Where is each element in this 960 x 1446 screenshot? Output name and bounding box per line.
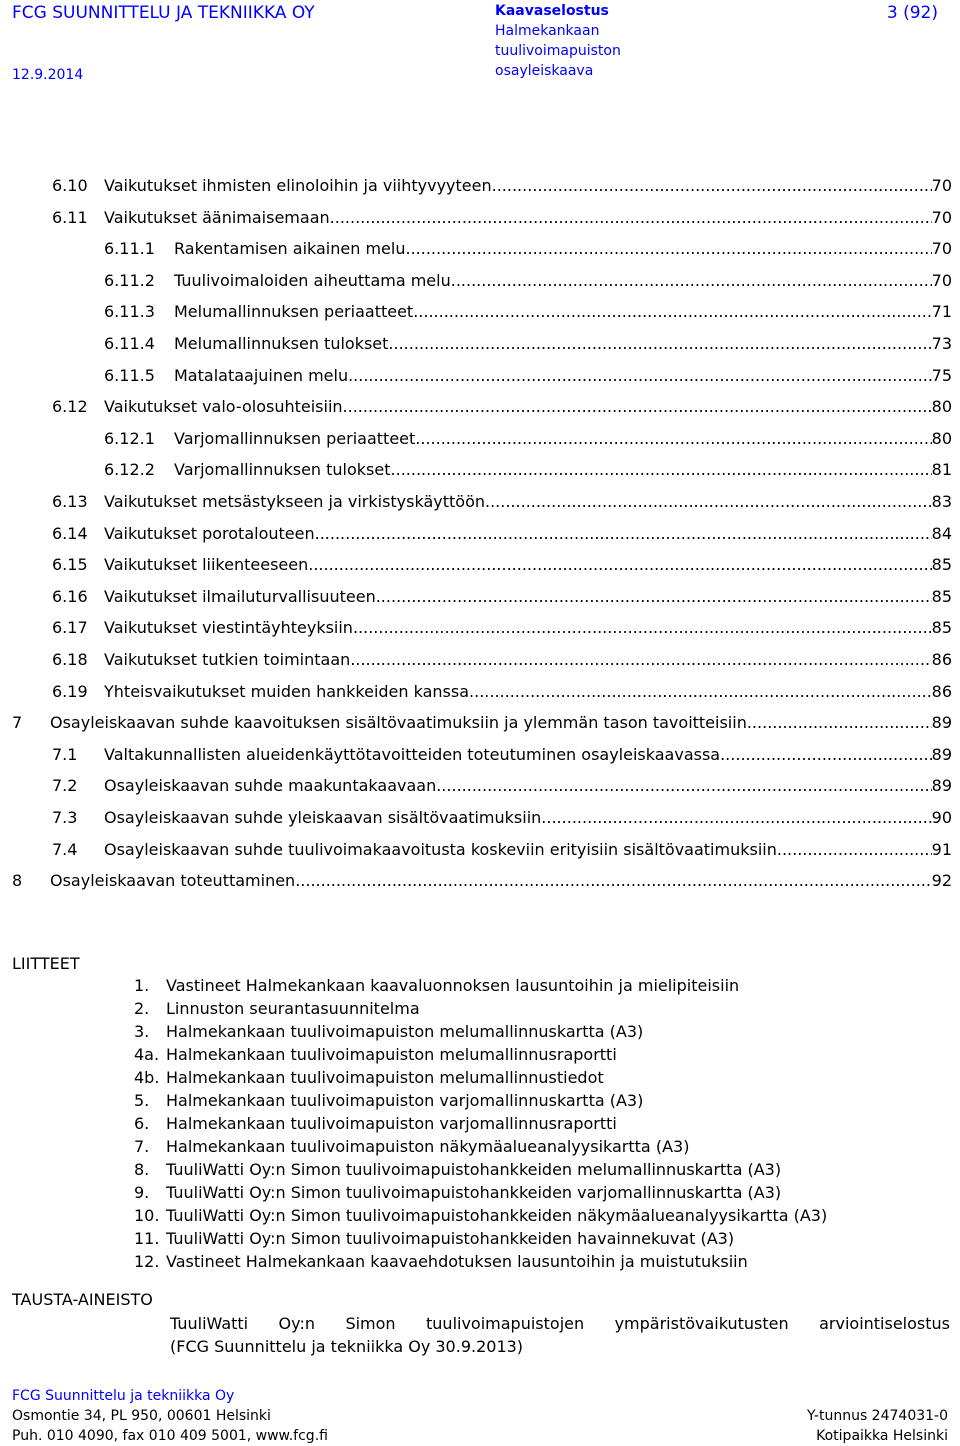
toc-entry[interactable]	[52, 808, 952, 830]
header-doc-line: Halmekankaan	[495, 23, 600, 39]
toc-entry-title: Vaikutukset ilmailuturvallisuuteen	[104, 586, 376, 606]
header-date: 12.9.2014	[12, 67, 84, 83]
toc-entry-number: 6.11.4	[104, 334, 155, 353]
toc-entry[interactable]	[52, 176, 952, 198]
toc-entry-page: 84	[931, 523, 952, 543]
appendix-number: 9.	[134, 1183, 150, 1202]
appendix-item	[134, 1091, 954, 1114]
toc-entry-number: 7.3	[52, 808, 78, 827]
toc-entry-number: 6.11.5	[104, 365, 155, 385]
appendix-text: Halmekankaan tuulivoimapuiston varjomallinnusraportti	[166, 1114, 617, 1133]
toc-entry-title: Vaikutukset äänimaisemaan	[104, 207, 330, 227]
toc-leader-dots	[295, 871, 931, 890]
toc-leader-dots	[348, 366, 932, 385]
toc-leader-dots	[777, 840, 932, 859]
appendix-number: 12.	[134, 1252, 160, 1271]
appendix-text: TuuliWatti Oy:n Simon tuulivoimapuistohankkeiden melumallinnuskartta (A3)	[166, 1160, 782, 1179]
toc-leader-dots	[720, 745, 932, 764]
toc-entry[interactable]	[104, 460, 952, 482]
appendix-item	[134, 1160, 954, 1183]
toc-entry-page: 71	[931, 302, 952, 322]
toc-entry-title: Matalataajuinen melu	[174, 365, 349, 385]
toc-entry[interactable]	[52, 776, 952, 798]
toc-entry-page: 89	[931, 744, 952, 764]
appendix-item	[134, 1068, 954, 1091]
appendix-item	[134, 999, 954, 1022]
toc-entry-title: Vaikutukset liikenteeseen	[104, 555, 309, 575]
footer-business-id: Y-tunnus 2474031-0	[807, 1408, 948, 1424]
toc-entry-number: 7.4	[52, 839, 78, 859]
toc-entry-page: 86	[931, 650, 952, 669]
toc-entry[interactable]	[52, 840, 952, 862]
toc-entry[interactable]	[104, 429, 952, 451]
appendix-item	[134, 1022, 954, 1045]
appendices-list	[134, 976, 954, 1275]
appendix-item	[134, 1229, 954, 1252]
toc-entry-title: Melumallinnuksen tulokset	[174, 334, 389, 353]
toc-entry[interactable]	[52, 650, 952, 672]
toc-leader-dots	[415, 429, 931, 448]
appendix-number: 3.	[134, 1022, 150, 1041]
background-line: (FCG Suunnittelu ja tekniikka Oy 30.9.2013)	[170, 1337, 524, 1356]
toc-entry-number: 6.11.3	[104, 302, 155, 322]
appendix-text: TuuliWatti Oy:n Simon tuulivoimapuistohankkeiden havainnekuvat (A3)	[166, 1229, 735, 1248]
toc-entry-title: Osayleiskaavan suhde kaavoituksen sisältövaatimuksiin ja ylemmän tason tavoitteisiin	[50, 713, 747, 733]
appendix-number: 2.	[134, 999, 150, 1018]
page-header	[0, 0, 960, 100]
appendix-text: Halmekankaan tuulivoimapuiston varjomallinnuskartta (A3)	[166, 1091, 644, 1110]
toc-entry-number: 6.10	[52, 176, 88, 195]
toc-entry-page: 89	[931, 713, 952, 733]
toc-entry-title: Yhteisvaikutukset muiden hankkeiden kanssa	[104, 681, 470, 701]
appendix-item	[134, 1045, 954, 1068]
header-doc-type: Kaavaselostus	[495, 3, 609, 19]
toc-entry[interactable]	[52, 555, 952, 577]
appendix-item	[134, 1137, 954, 1160]
toc-entry-page: 85	[931, 555, 952, 575]
toc-leader-dots	[413, 302, 931, 321]
toc-entry-number: 6.13	[52, 492, 88, 511]
toc-entry-title: Osayleiskaavan suhde tuulivoimakaavoitusta koskeviin erityisiin sisältövaatimuksiin	[104, 839, 777, 859]
footer-contact: Puh. 010 4090, fax 010 409 5001, www.fcg.fi	[12, 1428, 328, 1444]
toc-leader-dots	[469, 682, 932, 701]
toc-entry[interactable]	[104, 302, 952, 324]
footer-domicile: Kotipaikka Helsinki	[816, 1428, 948, 1444]
toc-entry[interactable]	[104, 271, 952, 293]
toc-leader-dots	[388, 334, 931, 353]
toc-entry[interactable]	[52, 208, 952, 230]
toc-leader-dots	[405, 239, 931, 258]
appendix-number: 6.	[134, 1114, 150, 1133]
appendix-text: Vastineet Halmekankaan kaavaluonnoksen lausuntoihin ja mielipiteisiin	[166, 976, 740, 995]
toc-leader-dots	[343, 397, 932, 416]
toc-entry[interactable]	[104, 334, 952, 356]
toc-entry-title: Valtakunnallisten alueidenkäyttötavoitteiden toteutuminen osayleiskaavassa	[104, 744, 721, 764]
toc-entry-page: 85	[931, 586, 952, 606]
toc-entry-page: 89	[931, 776, 952, 796]
header-company: FCG SUUNNITTELU JA TEKNIIKKA OY	[12, 3, 315, 23]
toc-entry-title: Vaikutukset valo-olosuhteisiin	[104, 397, 343, 417]
toc-entry[interactable]	[52, 745, 952, 767]
toc-entry-number: 6.16	[52, 586, 88, 606]
toc-leader-dots	[376, 587, 932, 606]
toc-entry-page: 92	[931, 871, 952, 891]
appendix-text: Halmekankaan tuulivoimapuiston melumallinnustiedot	[166, 1068, 604, 1087]
toc-entry-number: 7.2	[52, 776, 78, 796]
toc-entry[interactable]	[104, 239, 952, 261]
toc-entry-page: 90	[931, 808, 952, 827]
toc-entry-number: 7	[12, 713, 23, 733]
toc-entry-number: 6.15	[52, 555, 88, 575]
appendix-item	[134, 976, 954, 999]
toc-entry-page: 70	[931, 239, 952, 259]
appendix-text: TuuliWatti Oy:n Simon tuulivoimapuistohankkeiden varjomallinnuskartta (A3)	[166, 1183, 782, 1202]
toc-entry[interactable]	[52, 492, 952, 514]
toc-leader-dots	[391, 460, 932, 479]
toc-entry-number: 6.12.2	[104, 460, 155, 480]
toc-entry-page: 86	[931, 681, 952, 701]
toc-entry-title: Osayleiskaavan toteuttaminen	[50, 871, 296, 891]
footer-company: FCG Suunnittelu ja tekniikka Oy	[12, 1388, 235, 1404]
toc-entry[interactable]	[52, 618, 952, 640]
toc-entry-page: 70	[931, 207, 952, 227]
appendix-text: Halmekankaan tuulivoimapuiston melumallinnuskartta (A3)	[166, 1022, 644, 1041]
toc-leader-dots	[485, 492, 932, 511]
toc-entry-page: 83	[931, 492, 952, 511]
toc-entry-page: 91	[931, 839, 952, 859]
appendix-text: Halmekankaan tuulivoimapuiston näkymäalueanalyysikartta (A3)	[166, 1137, 690, 1156]
toc-entry-number: 6.18	[52, 650, 88, 669]
appendix-number: 5.	[134, 1091, 150, 1110]
toc-entry-number: 6.12.1	[104, 428, 155, 448]
toc-leader-dots	[747, 713, 932, 732]
appendix-number: 4b.	[134, 1068, 160, 1087]
toc-entry-page: 73	[931, 334, 952, 353]
toc-entry-page: 75	[931, 365, 952, 385]
toc-entry-title: Osayleiskaavan suhde yleiskaavan sisältövaatimuksiin	[104, 808, 542, 827]
toc-entry-page: 70	[931, 176, 952, 195]
appendix-number: 11.	[134, 1229, 160, 1248]
appendix-number: 4a.	[134, 1045, 160, 1064]
appendix-number: 10.	[134, 1206, 160, 1225]
toc-entry[interactable]	[104, 366, 952, 388]
toc-leader-dots	[353, 618, 932, 637]
toc-entry-title: Varjomallinnuksen tulokset	[174, 460, 391, 480]
toc-entry-number: 7.1	[52, 744, 78, 764]
toc-entry-page: 85	[931, 618, 952, 638]
appendix-item	[134, 1114, 954, 1137]
toc-entry-number: 6.11	[52, 207, 88, 227]
toc-entry-page: 70	[931, 270, 952, 290]
toc-entry-number: 8	[12, 871, 23, 891]
toc-entry-title: Melumallinnuksen periaatteet	[174, 302, 414, 322]
toc-entry[interactable]	[52, 397, 952, 419]
toc-leader-dots	[492, 176, 932, 195]
toc-entry-number: 6.17	[52, 618, 88, 638]
toc-entry-title: Varjomallinnuksen periaatteet	[174, 428, 416, 448]
appendix-number: 1.	[134, 976, 150, 995]
background-title: TAUSTA-AINEISTO	[12, 1290, 153, 1309]
toc-entry-page: 80	[931, 397, 952, 417]
background-text	[170, 1312, 950, 1358]
appendix-text: TuuliWatti Oy:n Simon tuulivoimapuistohankkeiden näkymäalueanalyysikartta (A3)	[166, 1206, 828, 1225]
toc-entry-title: Vaikutukset viestintäyhteyksiin	[104, 618, 353, 638]
toc-entry-title: Vaikutukset metsästykseen ja virkistyskäyttöön	[104, 492, 485, 511]
toc-entry[interactable]	[12, 871, 952, 893]
toc-leader-dots	[350, 650, 931, 669]
toc-entry-page: 80	[931, 428, 952, 448]
toc-entry-number: 6.14	[52, 523, 88, 543]
header-document-info	[495, 1, 621, 81]
appendix-text: Vastineet Halmekankaan kaavaehdotuksen lausuntoihin ja muistutuksiin	[166, 1252, 748, 1271]
page-footer	[12, 1386, 948, 1446]
toc-entry[interactable]	[12, 713, 952, 735]
appendix-text: Halmekankaan tuulivoimapuiston melumallinnusraportti	[166, 1045, 617, 1064]
header-doc-line: tuulivoimapuiston	[495, 43, 621, 59]
toc-entry-page: 81	[931, 460, 952, 480]
toc-entry-number: 6.19	[52, 681, 88, 701]
toc-entry-title: Vaikutukset ihmisten elinoloihin ja viihtyvyyteen	[104, 176, 492, 195]
appendices-title: LIITTEET	[12, 954, 80, 973]
header-page-number: 3 (92)	[886, 3, 938, 23]
toc-entry-number: 6.12	[52, 397, 88, 417]
toc-leader-dots	[330, 208, 932, 227]
appendix-number: 7.	[134, 1137, 150, 1156]
header-doc-line: osayleiskaava	[495, 63, 594, 79]
appendix-number: 8.	[134, 1160, 150, 1179]
toc-leader-dots	[451, 271, 932, 290]
appendix-item	[134, 1183, 954, 1206]
toc-leader-dots	[436, 776, 931, 795]
appendix-text: Linnuston seurantasuunnitelma	[166, 999, 420, 1018]
toc-entry-title: Osayleiskaavan suhde maakuntakaavaan	[104, 776, 437, 796]
appendix-item	[134, 1206, 954, 1229]
footer-address: Osmontie 34, PL 950, 00601 Helsinki	[12, 1408, 271, 1424]
toc-leader-dots	[308, 555, 931, 574]
toc-entry-title: Rakentamisen aikainen melu	[174, 239, 406, 259]
toc-entry-title: Vaikutukset porotalouteen	[104, 523, 315, 543]
toc-leader-dots	[541, 808, 931, 827]
toc-entry-title: Tuulivoimaloiden aiheuttama melu	[174, 270, 451, 290]
toc-entry-number: 6.11.2	[104, 270, 155, 290]
appendix-item	[134, 1252, 954, 1275]
toc-entry-number: 6.11.1	[104, 239, 155, 259]
toc-leader-dots	[315, 524, 932, 543]
toc-entry[interactable]	[52, 587, 952, 609]
toc-entry[interactable]	[52, 682, 952, 704]
toc-entry-title: Vaikutukset tutkien toimintaan	[104, 650, 351, 669]
toc-entry[interactable]	[52, 524, 952, 546]
background-line: TuuliWatti Oy:n Simon tuulivoimapuistojen ympäristövaikutusten arviointiselostus	[170, 1314, 950, 1333]
